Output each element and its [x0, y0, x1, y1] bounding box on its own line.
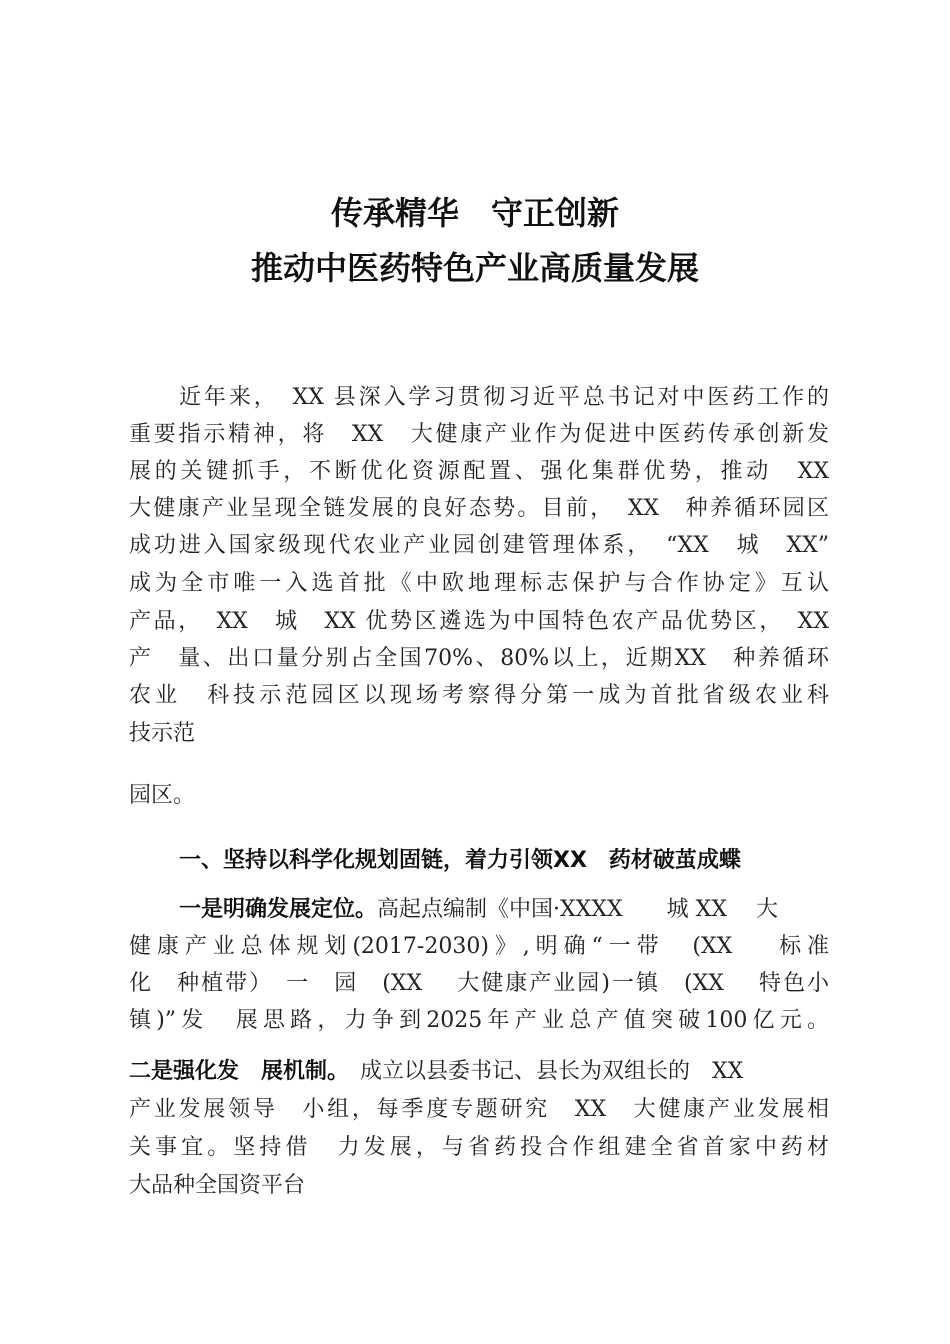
intro-line: 成功进入国家级现代农业产业园创建管理体系， “XX 城 XX” [129, 533, 829, 558]
paragraph-line: 镇)”发 展思路，力争到2025年产业总产值突破100亿元。 [129, 1008, 829, 1033]
intro-line: 重要指示精神，将 XX 大健康产业作为促进中医药传承创新发 [129, 422, 829, 447]
intro-line: 产 量、出口量分别占全国70%、80%以上，近期XX 种养循环 [129, 646, 829, 671]
intro-line: 园区。 [129, 783, 196, 808]
intro-line: 展的关键抓手，不断优化资源配置、强化集群优势，推动 XX [129, 459, 829, 484]
intro-line: 技示范 [129, 721, 196, 746]
intro-line: 近年来， XX 县深入学习贯彻习近平总书记对中医药工作的 [179, 385, 829, 410]
document-title-line-2: 推动中医药特色产业高质量发展 [250, 249, 699, 287]
paragraph-text: 高起点编制《中国·XXXX 城 XX 大 [377, 897, 778, 922]
intro-line: 农业 科技示范园区以现场考察得分第一成为首批省级农业科 [129, 683, 829, 708]
intro-line: 大健康产业呈现全链发展的良好态势。目前， XX 种养循环园区 [129, 496, 829, 521]
section-heading-1: 一、坚持以科学化规划固链，着力引领XX 药材破茧成蝶 [179, 848, 741, 873]
document-title-line-1: 传承精华 守正创新 [330, 194, 619, 232]
paragraph-line: 产业发展领导 小组，每季度专题研究 XX 大健康产业发展相 [129, 1097, 829, 1122]
intro-line: 成为全市唯一入选首批《中欧地理标志保护与合作协定》互认 [129, 571, 829, 596]
paragraph-line: 大品种全国资平台 [129, 1173, 306, 1198]
paragraph-lead: 一是明确发展定位。 [179, 897, 378, 922]
paragraph-text: 成立以县委书记、县长为双组长的 XX [338, 1059, 744, 1084]
paragraph-line: 健康产业总体规划(2017-2030)》,明确“一带 (XX 标准 [129, 934, 829, 959]
paragraph-line [129, 1054, 829, 1090]
paragraph-line: 关事宜。坚持借 力发展，与省药投合作组建全省首家中药材 [129, 1135, 829, 1160]
paragraph-lead: 二是强化发 展机制。 [129, 1059, 339, 1084]
intro-line: 产品， XX 城 XX 优势区遴选为中国特色农产品优势区， XX [129, 609, 829, 634]
paragraph-line [179, 892, 829, 928]
paragraph-line: 化 种植带） 一 园 (XX 大健康产业园)一镇 (XX 特色小 [129, 971, 829, 996]
